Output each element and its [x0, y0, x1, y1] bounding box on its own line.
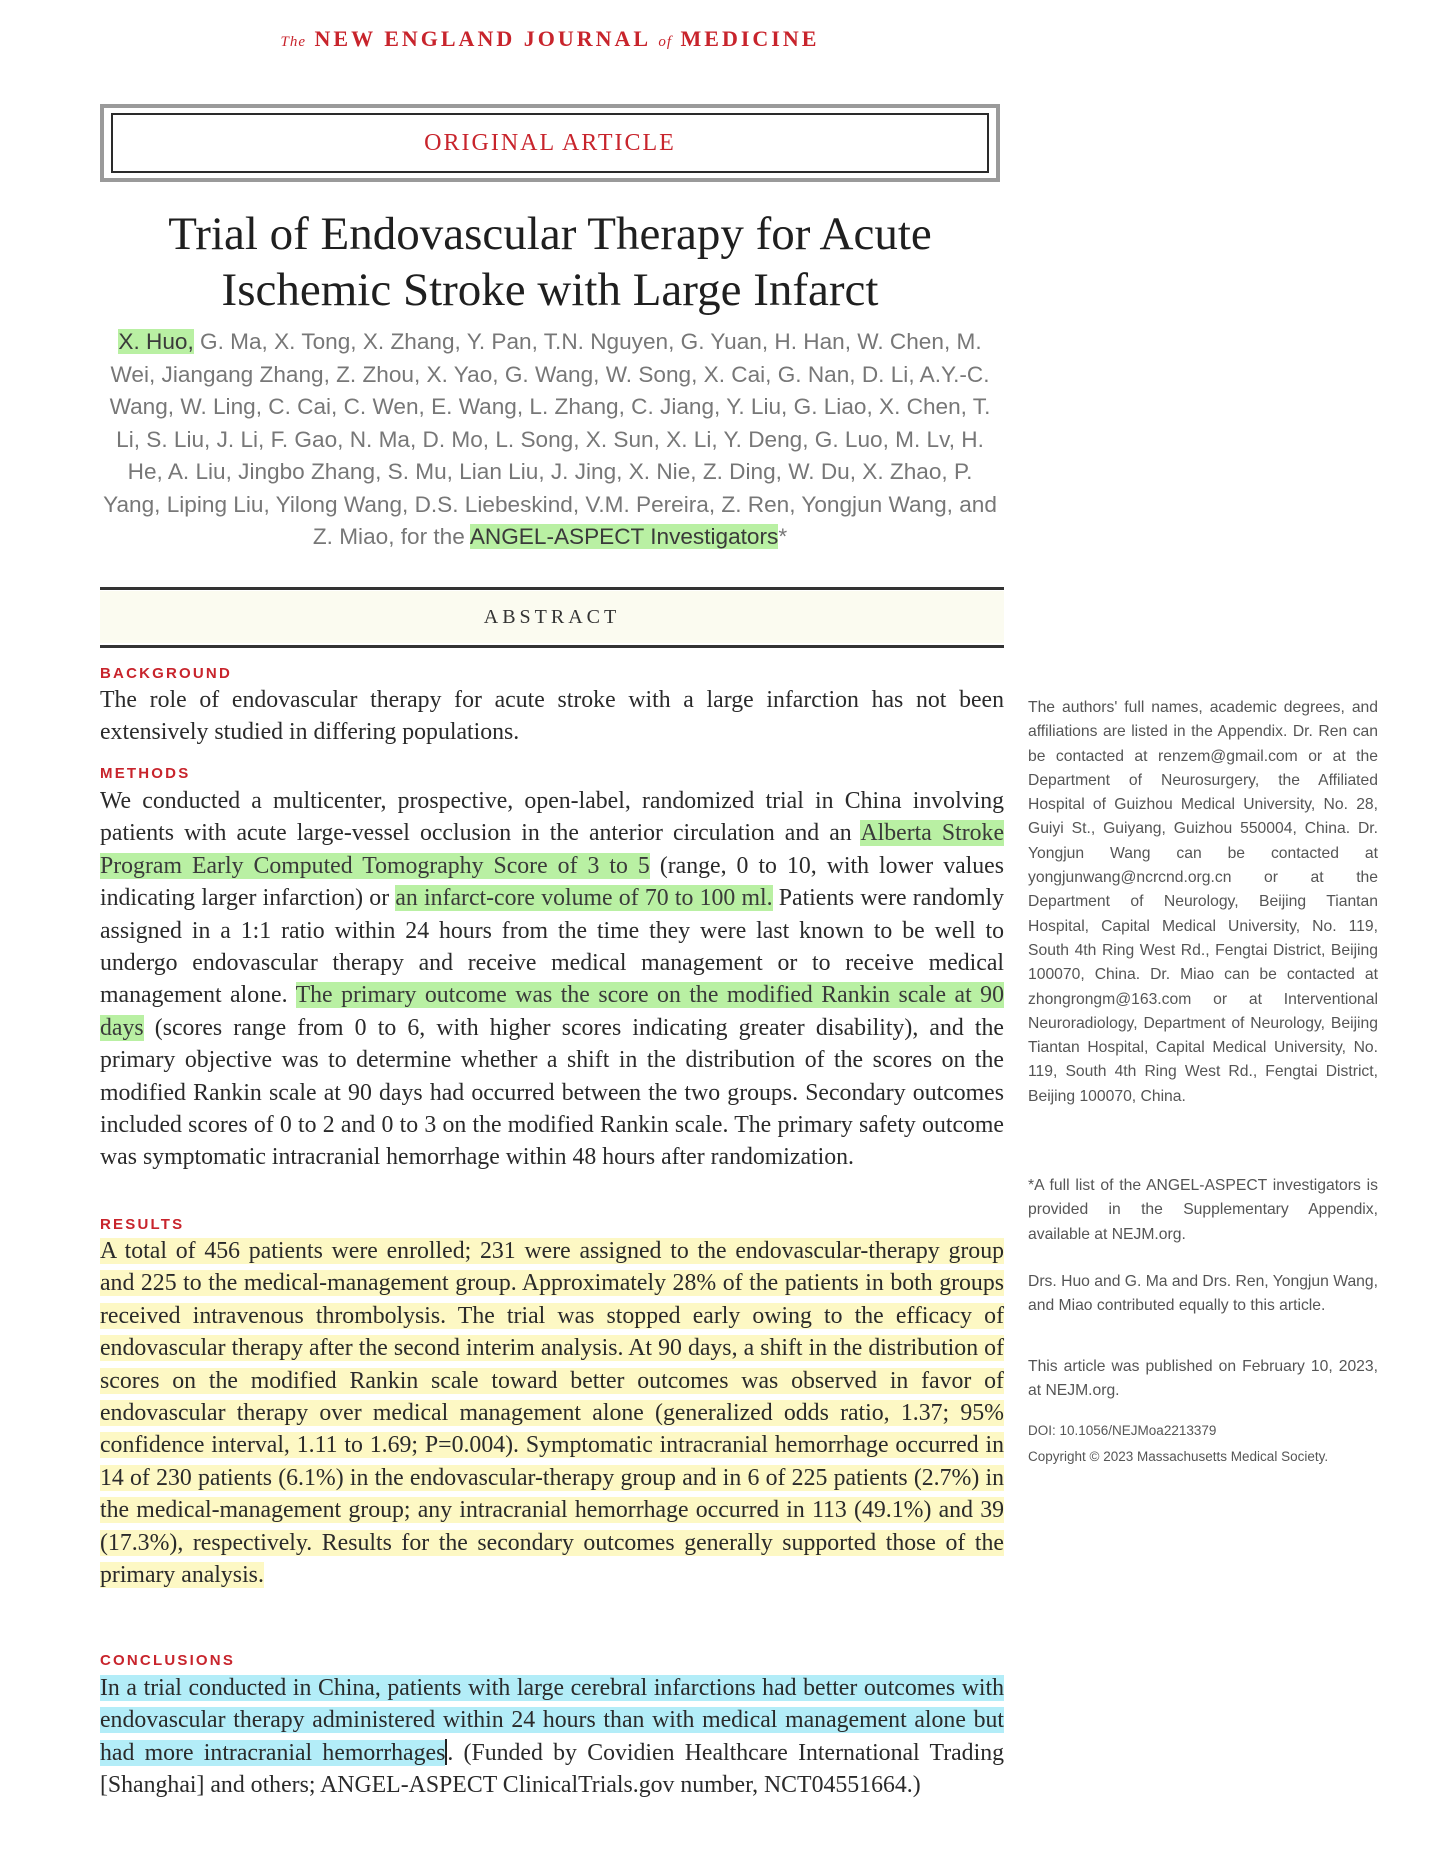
first-author-highlight: X. Huo,: [118, 329, 194, 354]
methods-text-4: (scores range from 0 to 6, with higher scores indicating greater disability), and the primary objective was to determine whether a shift in the distribution of the scores on the modified Rankin scale at 90 days had occurred between the two groups. Secondary outcomes included scores of 0 to 2 and 0 to 3 on the modified Rankin scale. The primary safety outcome was symptomatic intracranial hemorrhage within 48 hours after randomization.: [100, 1014, 1004, 1171]
journal-prefix: The: [280, 34, 307, 50]
journal-masthead: [100, 26, 1000, 52]
methods-highlight-primary-outcome: The primary outcome was the score on the modified Rankin scale at 90 days: [100, 982, 1004, 1041]
methods-highlight-volume: an infarct-core volume of 70 to 100 ml.: [395, 885, 773, 912]
investigator-group-highlight: ANGEL-ASPECT Investigators: [469, 524, 779, 549]
abstract-bottom-rule: [100, 645, 1004, 648]
sidebar-copyright: Copyright © 2023 Massachusetts Medical Society.: [1028, 1449, 1329, 1464]
conclusions-heading: CONCLUSIONS: [100, 1652, 236, 1669]
results-heading: RESULTS: [100, 1216, 185, 1233]
results-text: [100, 1235, 1004, 1591]
article-type-label: ORIGINAL ARTICLE: [111, 113, 989, 173]
sidebar-investigators-note: *A full list of the ANGEL-ASPECT investigators is provided in the Supplementary Appendix, available at NEJM.org.: [1028, 1177, 1378, 1243]
sidebar-contact-info: The authors' full names, academic degrees, and affiliations are listed in the Appendix. Dr. Ren can be contacted at renzem@gmail.com or at the Department of Neurosurgery, the Affiliated Hospital of Guizhou Medical University, No. 28, Guiyi St., Guiyang, Guizhou 550004, China. Dr. Yongjun Wang can be contacted at yongjunwang@ncrcnd.org.cn or at the Department of Neurology, Beijing Tiantan Hospital, Capital Medical University, No. 119, South 4th Ring West Rd., Fengtai District, Beijing 100070, China. Dr. Miao can be contacted at zhongrongm@163.com or at Interventional Neuroradiology, Department of Neurology, Beijing Tiantan Hospital, Capital Medical University, No. 119, South 4th Ring West Rd., Fengtai District, Beijing 100070, China.: [1028, 699, 1378, 1105]
abstract-label: ABSTRACT: [100, 591, 1004, 643]
background-text: The role of endovascular therapy for acute stroke with a large infarction has not been extensively studied in differing populations.: [100, 687, 1004, 746]
conclusions-rest: . (Funded by Covidien Healthcare International Trading [Shanghai] and others; ANGEL-ASPECT ClinicalTrials.gov number, NCT04551664.): [100, 1739, 1004, 1799]
author-names: G. Ma, X. Tong, X. Zhang, Y. Pan, T.N. Nguyen, G. Yuan, H. Han, W. Chen, M. Wei, Jiangang Zhang, Z. Zhou, X. Yao, G. Wang, W. Song, X. Cai, G. Nan, D. Li, A.Y.-C. Wang, W. Ling, C. Cai, C. Wen, E. Wang, L. Zhang, C. Jiang, Y. Liu, G. Liao, X. Chen, T. Li, S. Liu, J. Li, F. Gao, N. Ma, D. Mo, L. Song, X. Sun, X. Li, Y. Deng, G. Luo, M. Lv, H. He, A. Liu, Jingbo Zhang, S. Mu, Lian Liu, J. Jing, X. Nie, Z. Ding, W. Du, X. Zhao, P. Yang, Liping Liu, Yilong Wang, D.S. Liebeskind, V.M. Pereira, Z. Ren, Yongjun Wang, and Z. Miao, for the: [103, 329, 997, 549]
article-title: [100, 206, 1000, 318]
article-type-box: [100, 104, 1000, 182]
title-line-2: Ischemic Stroke with Large Infarct: [221, 264, 879, 316]
sidebar-equal-contribution: Drs. Huo and G. Ma and Drs. Ren, Yongjun Wang, and Miao contributed equally to this article.: [1028, 1273, 1378, 1315]
conclusions-text: [100, 1672, 1004, 1802]
conclusions-highlight: In a trial conducted in China, patients with large cerebral infarctions had better outcomes with endovascular therapy administered within 24 hours than with medical management alone but had more intracranial hemorrhages: [100, 1675, 1004, 1766]
methods-text-2: (range, 0 to 10, with lower values indicating larger infarction) or: [100, 852, 1004, 912]
methods-heading: METHODS: [100, 765, 191, 782]
results-highlight: A total of 456 patients were enrolled; 231 were assigned to the endovascular-therapy group and 225 to the medical-management group. Approximately 28% of the patients in both groups received intravenous thrombolysis. The trial was stopped early owing to the efficacy of endovascular therapy after the second interim analysis. At 90 days, a shift in the distribution of scores on the modified Rankin scale toward better outcomes was observed in favor of endovascular therapy over medical management alone (generalized odds ratio, 1.37; 95% confidence interval, 1.11 to 1.69; P=0.004). Symptomatic intracranial hemorrhage occurred in 14 of 230 patients (6.1%) in the endovascular-therapy group and in 6 of 225 patients (2.7%) in the medical-management group; any intracranial hemorrhage occurred in 113 (49.1%) and 39 (17.3%), respectively. Results for the secondary outcomes generally supported those of the primary analysis.: [100, 1238, 1004, 1589]
journal-name-part2: MEDICINE: [680, 26, 820, 51]
methods-text: [100, 785, 1004, 1174]
abstract-top-rule: [100, 587, 1004, 590]
journal-of: of: [658, 34, 673, 50]
title-line-1: Trial of Endovascular Therapy for Acute: [168, 208, 932, 260]
sidebar-doi: DOI: 10.1056/NEJMoa2213379: [1028, 1423, 1217, 1438]
footnote-star: *: [778, 524, 788, 549]
methods-text-1: We conducted a multicenter, prospective, open-label, randomized trial in China involving patients with acute large-vessel occlusion in the anterior circulation and an: [100, 788, 1004, 847]
author-list: [98, 326, 1002, 554]
background-heading: BACKGROUND: [100, 665, 232, 682]
methods-text-3: Patients were randomly assigned in a 1:1 ratio within 24 hours from the time they were last known to be well to undergo endovascular therapy and receive medical management or to receive medical management alone.: [100, 885, 1004, 1009]
sidebar-publication-note: This article was published on February 10, 2023, at NEJM.org.: [1028, 1358, 1378, 1400]
journal-name-part1: NEW ENGLAND JOURNAL: [314, 26, 650, 51]
methods-highlight-aspects: Alberta Stroke Program Early Computed Tomography Score of 3 to 5: [100, 820, 1005, 879]
